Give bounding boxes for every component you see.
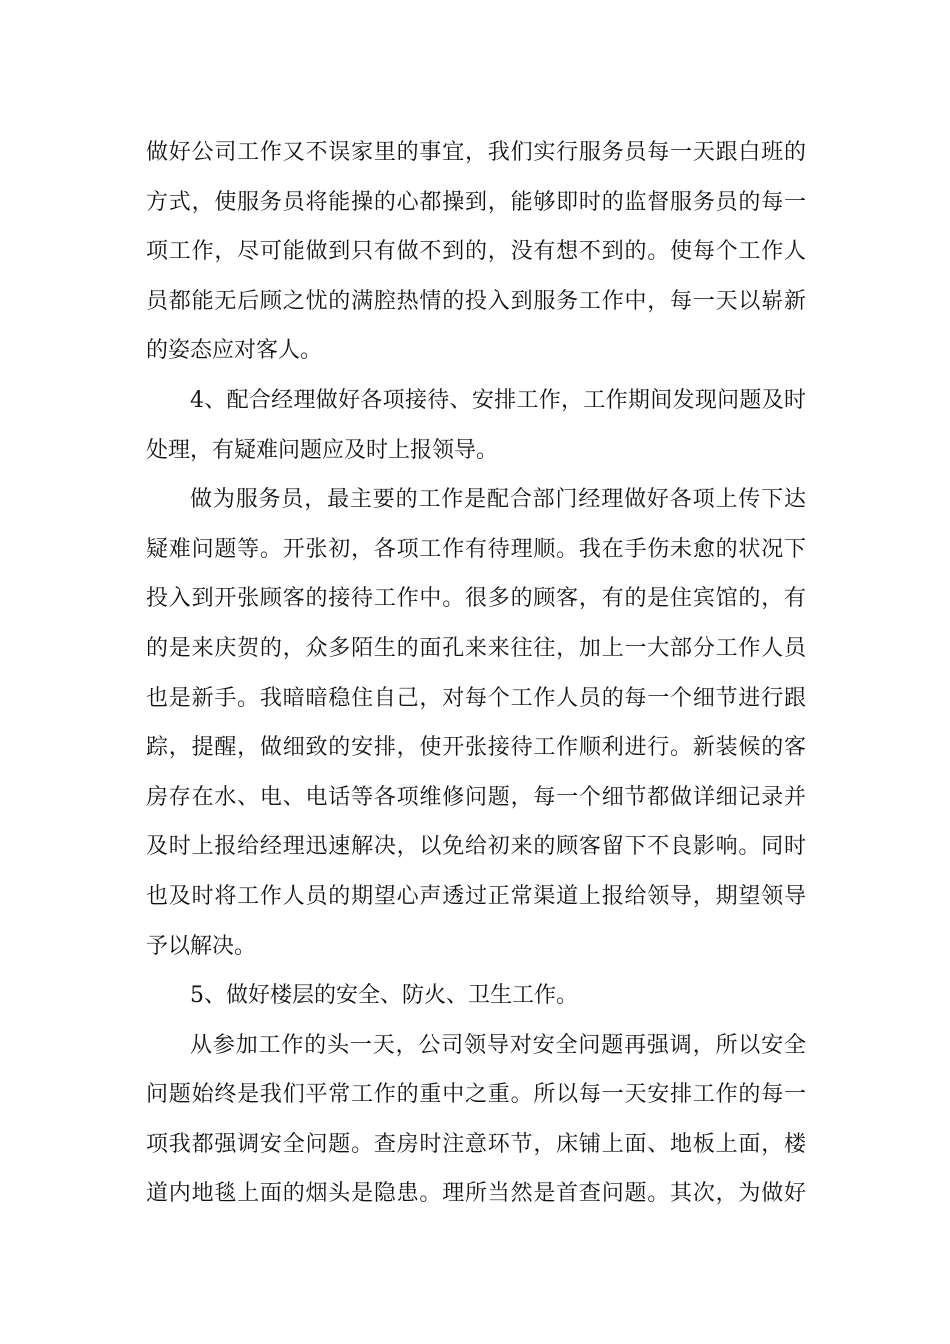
text-line: 从参加工作的头一天，公司领导对安全问题再强调，所以安全 bbox=[190, 1032, 806, 1058]
text-line: 踪，提醒，做细致的安排，使开张接待工作顺利进行。新装候的客 bbox=[146, 735, 806, 761]
text-line: 及时上报给经理迅速解决，以免给初来的顾客留下不良影响。同时 bbox=[146, 834, 806, 860]
text-line: 的姿态应对客人。 bbox=[146, 338, 323, 364]
text-line: 房存在水、电、电话等各项维修问题，每一个细节都做详细记录并 bbox=[146, 784, 806, 810]
text-line: 也是新手。我暗暗稳住自己，对每个工作人员的每一个细节进行跟 bbox=[146, 685, 806, 711]
text-line: 的是来庆贺的，众多陌生的面孔来来往往，加上一大部分工作人员 bbox=[146, 635, 806, 661]
text-line: 项我都强调安全问题。查房时注意环节，床铺上面、地板上面，楼 bbox=[146, 1131, 806, 1157]
text-line: 处理，有疑难问题应及时上报领导。 bbox=[146, 437, 499, 463]
text-line: 员都能无后顾之忧的满腔热情的投入到服务工作中，每一天以崭新 bbox=[146, 288, 806, 314]
text-line: 方式，使服务员将能操的心都操到，能够即时的监督服务员的每一 bbox=[146, 189, 806, 215]
text-line: 4、配合经理做好各项接待、安排工作，工作期间发现问题及时 bbox=[190, 387, 806, 413]
text-line: 疑难问题等。开张初，各项工作有待理顺。我在手伤未愈的状况下 bbox=[146, 536, 806, 562]
text-line: 做为服务员，最主要的工作是配合部门经理做好各项上传下达 bbox=[190, 487, 806, 513]
text-line: 问题始终是我们平常工作的重中之重。所以每一天安排工作的每一 bbox=[146, 1082, 806, 1108]
document-body bbox=[146, 128, 806, 1219]
text-line: 做好公司工作又不误家里的事宜，我们实行服务员每一天跟白班的 bbox=[146, 140, 806, 165]
text-line: 项工作，尽可能做到只有做不到的，没有想不到的。使每个工作人 bbox=[146, 239, 806, 265]
text-line: 5、做好楼层的安全、防火、卫生工作。 bbox=[190, 983, 578, 1009]
text-line: 投入到开张顾客的接待工作中。很多的顾客，有的是住宾馆的，有 bbox=[146, 586, 806, 612]
text-line: 道内地毯上面的烟头是隐患。理所当然是首查问题。其次，为做好 bbox=[146, 1181, 806, 1207]
text-line: 也及时将工作人员的期望心声透过正常渠道上报给领导，期望领导 bbox=[146, 883, 806, 909]
text-line: 予以解决。 bbox=[146, 933, 257, 959]
